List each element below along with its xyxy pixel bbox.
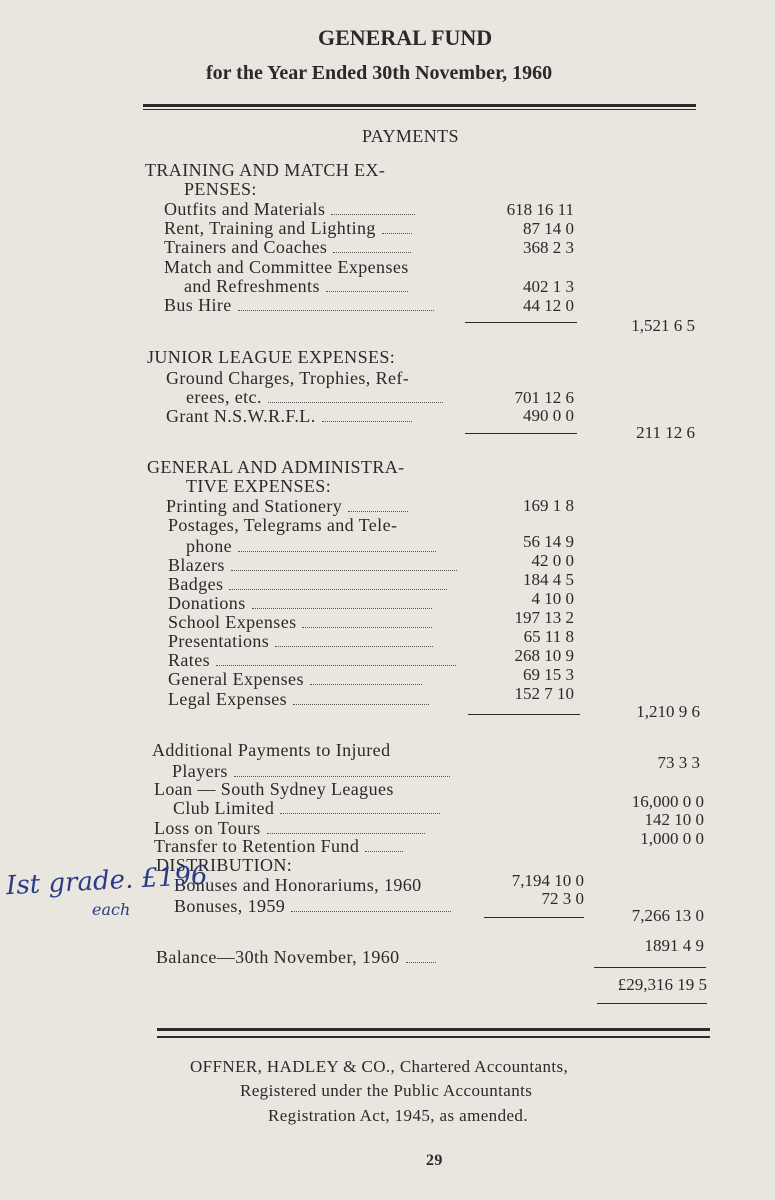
injured-label-line2: Players — [172, 761, 450, 782]
general-item-label: Presentations — [168, 631, 433, 652]
general-item-label: General Expenses — [168, 669, 422, 690]
page-subtitle: for the Year Ended 30th November, 1960 — [206, 62, 553, 84]
injured-label-line1: Additional Payments to Injured — [152, 740, 391, 760]
retention-label: Transfer to Retention Fund — [154, 836, 403, 857]
general-item-label: phone — [186, 536, 436, 557]
footer-rule-top — [157, 1028, 710, 1031]
training-item-amount: 618 16 11 — [506, 200, 574, 219]
training-item-label: Rent, Training and Lighting — [164, 218, 412, 239]
junior-item-label: Ground Charges, Trophies, Ref- — [166, 368, 410, 388]
grand-total-rule — [597, 1003, 707, 1004]
page-title: GENERAL FUND — [318, 25, 493, 50]
footer-rule-bottom — [157, 1036, 710, 1038]
balance-label: Balance—30th November, 1960 — [156, 947, 436, 968]
general-item-amount: 152 7 10 — [514, 684, 574, 703]
training-item-amount: 87 14 0 — [523, 219, 574, 238]
general-item-amount: 268 10 9 — [514, 646, 574, 665]
general-total: 1,210 9 6 — [636, 702, 700, 721]
training-item-amount: 44 12 0 — [523, 296, 574, 315]
grand-total: £29,316 19 5 — [617, 975, 707, 994]
footer-registration: Registered under the Public Accountants — [240, 1081, 533, 1100]
page-number: 29 — [426, 1152, 443, 1169]
general-item-label: Postages, Telegrams and Tele- — [168, 515, 398, 535]
general-item-amount: 169 1 8 — [523, 496, 574, 515]
handwritten-note-each: each — [92, 900, 131, 919]
training-subtotal-rule — [465, 322, 577, 323]
tours-amount: 142 10 0 — [644, 810, 704, 829]
junior-subtotal-rule — [465, 433, 577, 434]
injured-amount: 73 3 3 — [657, 753, 700, 772]
junior-item-amount: 701 12 6 — [514, 388, 574, 407]
general-item-amount: 69 15 3 — [523, 665, 574, 684]
general-item-label: Rates — [168, 650, 456, 671]
general-heading-line1: GENERAL AND ADMINISTRA- — [147, 457, 405, 477]
junior-item-label: erees, etc. — [186, 387, 443, 408]
general-item-label: Badges — [168, 574, 447, 595]
training-item-label: Match and Committee Expenses — [164, 257, 409, 277]
training-heading-line1: TRAINING AND MATCH EX- — [145, 160, 386, 180]
general-item-label: School Expenses — [168, 612, 432, 633]
distribution-item-amount: 72 3 0 — [541, 889, 584, 908]
header-rule-bottom — [143, 109, 696, 110]
junior-heading: JUNIOR LEAGUE EXPENSES: — [147, 347, 396, 367]
general-item-label: Donations — [168, 593, 432, 614]
junior-item-amount: 490 0 0 — [523, 406, 574, 425]
general-heading-line2: TIVE EXPENSES: — [186, 476, 332, 496]
training-item-label: and Refreshments — [184, 276, 408, 297]
general-item-label: Printing and Stationery — [166, 496, 408, 517]
general-item-label: Blazers — [168, 555, 457, 576]
junior-total: 211 12 6 — [636, 423, 695, 442]
header-rule-top — [143, 104, 696, 107]
distribution-subtotal-rule — [484, 917, 584, 918]
general-item-amount: 56 14 9 — [523, 532, 574, 551]
training-item-label: Outfits and Materials — [164, 199, 415, 220]
footer-act: Registration Act, 1945, as amended. — [268, 1106, 528, 1125]
retention-amount: 1,000 0 0 — [640, 829, 704, 848]
section-heading: PAYMENTS — [362, 126, 459, 146]
loan-amount: 16,000 0 0 — [631, 792, 704, 811]
balance-amount: 1891 4 9 — [644, 936, 704, 955]
distribution-item-amount: 7,194 10 0 — [511, 871, 584, 890]
training-total: 1,521 6 5 — [631, 316, 695, 335]
junior-item-label: Grant N.S.W.R.F.L. — [166, 406, 412, 427]
general-item-amount: 42 0 0 — [531, 551, 574, 570]
loan-label-line2: Club Limited — [173, 798, 440, 819]
tours-label: Loss on Tours — [154, 818, 425, 839]
general-item-amount: 197 13 2 — [514, 608, 574, 627]
training-item-label: Trainers and Coaches — [164, 237, 411, 258]
general-item-label: Legal Expenses — [168, 689, 429, 710]
balance-rule — [594, 967, 706, 968]
training-heading-line2: PENSES: — [184, 179, 257, 199]
distribution-heading: DISTRIBUTION: — [156, 855, 293, 875]
distribution-item-label: Bonuses, 1959 — [174, 896, 451, 917]
training-item-label: Bus Hire — [164, 295, 434, 316]
general-item-amount: 4 10 0 — [531, 589, 574, 608]
distribution-total: 7,266 13 0 — [631, 906, 704, 925]
general-subtotal-rule — [468, 714, 580, 715]
footer-accountants: OFFNER, HADLEY & CO., Chartered Accountants, — [190, 1057, 569, 1076]
handwritten-note: Ist grade. £196 — [5, 860, 209, 902]
loan-label-line1: Loan — South Sydney Leagues — [154, 779, 394, 799]
training-item-amount: 402 1 3 — [523, 277, 574, 296]
training-item-amount: 368 2 3 — [523, 238, 574, 257]
distribution-item-label: Bonuses and Honorariums, 1960 — [174, 875, 422, 895]
general-item-amount: 184 4 5 — [523, 570, 574, 589]
general-item-amount: 65 11 8 — [523, 627, 574, 646]
